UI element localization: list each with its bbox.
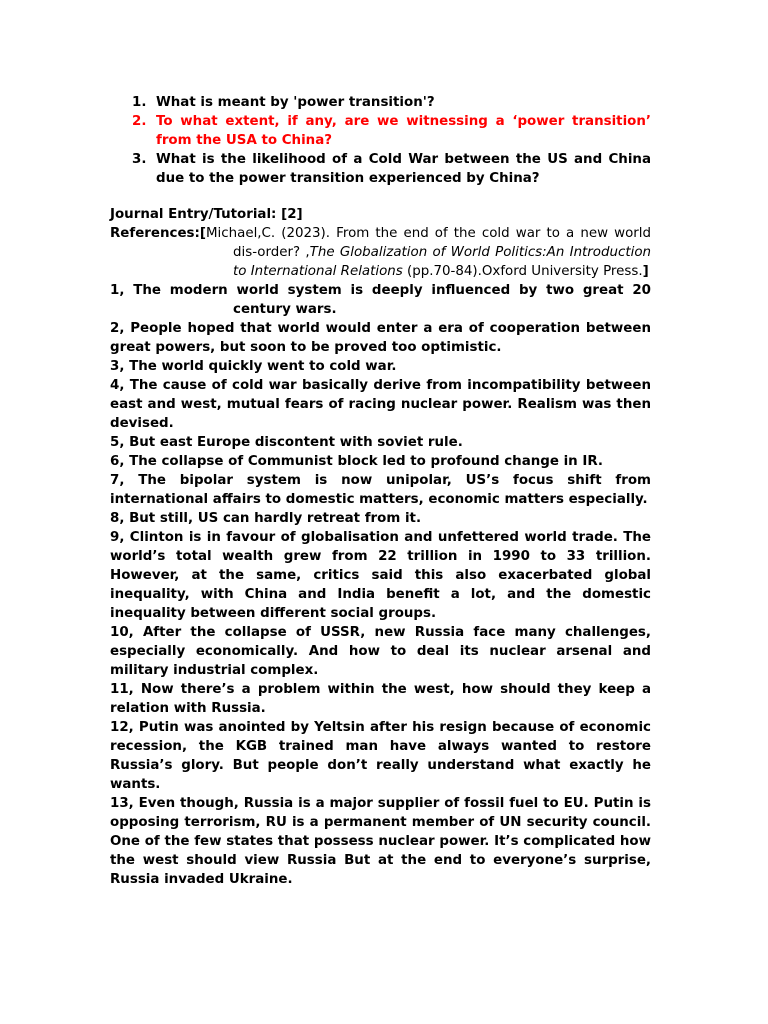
question-number: 2.: [132, 114, 147, 129]
question-text: What is the likelihood of a Cold War between the US and China due to the power transition experienced by China?: [156, 152, 651, 186]
note-item-13: 13, Even though, Russia is a major supplier of fossil fuel to EU. Putin is opposing terrorism, RU is a permanent member of UN security council. One of the few states that possess nuclear power. It’s complicated how the west should view Russia But at the end to everyone’s surprise, Russia invaded Ukraine.: [110, 796, 651, 887]
note-item-10: 10, After the collapse of USSR, new Russia face many challenges, especially economically. And how to deal its nuclear arsenal and military industrial complex.: [110, 625, 651, 678]
note-item-1: 1, The modern world system is deeply influenced by two great 20 century wars.: [110, 283, 651, 317]
notes-list: [110, 281, 651, 889]
references-block: [110, 224, 651, 281]
note-item-8: 8, But still, US can hardly retreat from it.: [110, 511, 422, 526]
note-item-12: 12, Putin was anointed by Yeltsin after his resign because of economic recession, the KGB trained man have always wanted to restore Russia’s glory. But people don’t really understand what exactly he wants.: [110, 720, 651, 792]
question-text: What is meant by 'power transition'?: [156, 95, 435, 110]
question-item-2: [110, 112, 651, 150]
document-page: [110, 93, 651, 889]
note-item-2: 2, People hoped that world would enter a era of cooperation between great powers, but soon to be proved too optimistic.: [110, 321, 651, 355]
question-item-3: [110, 150, 651, 188]
question-number: 1.: [132, 95, 147, 110]
reference-author: Michael,C. (2023). From the end of the cold war to a new world dis-order? ,: [206, 226, 651, 260]
references-open-bracket: [: [199, 226, 206, 241]
question-text: To what extent, if any, are we witnessing a ‘power transition’ from the USA to China?: [156, 114, 651, 148]
reference-title: The Globalization of World Politics:An Introduction to International Relations: [233, 245, 651, 279]
note-item-4: 4, The cause of cold war basically derive from incompatibility between east and west, mutual fears of racing nuclear power. Realism was then devised.: [110, 378, 651, 431]
note-item-11: 11, Now there’s a problem within the west, how should they keep a relation with Russia.: [110, 682, 651, 716]
journal-entry-heading: Journal Entry/Tutorial: [2]: [110, 207, 303, 222]
references-close-bracket: ]: [642, 264, 649, 279]
references-label: References:: [110, 226, 200, 241]
note-item-9: 9, Clinton is in favour of globalisation and unfettered world trade. The world’s total wealth grew from 22 trillion in 1990 to 33 trillion. However, at the same, critics said this also exacerbated global inequality, with China and India benefit a lot, and the domestic inequality between different social groups.: [110, 530, 651, 621]
note-item-6: 6, The collapse of Communist block led to profound change in IR.: [110, 454, 604, 469]
question-number: 3.: [132, 152, 147, 167]
note-item-5: 5, But east Europe discontent with soviet rule.: [110, 435, 463, 450]
note-item-3: 3, The world quickly went to cold war.: [110, 359, 397, 374]
question-list: [110, 93, 651, 188]
question-item-1: [110, 93, 651, 112]
reference-pages: (pp.70-84).Oxford University Press.: [402, 264, 643, 279]
note-item-7: 7, The bipolar system is now unipolar, US’s focus shift from international affairs to domestic matters, economic matters especially.: [110, 473, 651, 507]
